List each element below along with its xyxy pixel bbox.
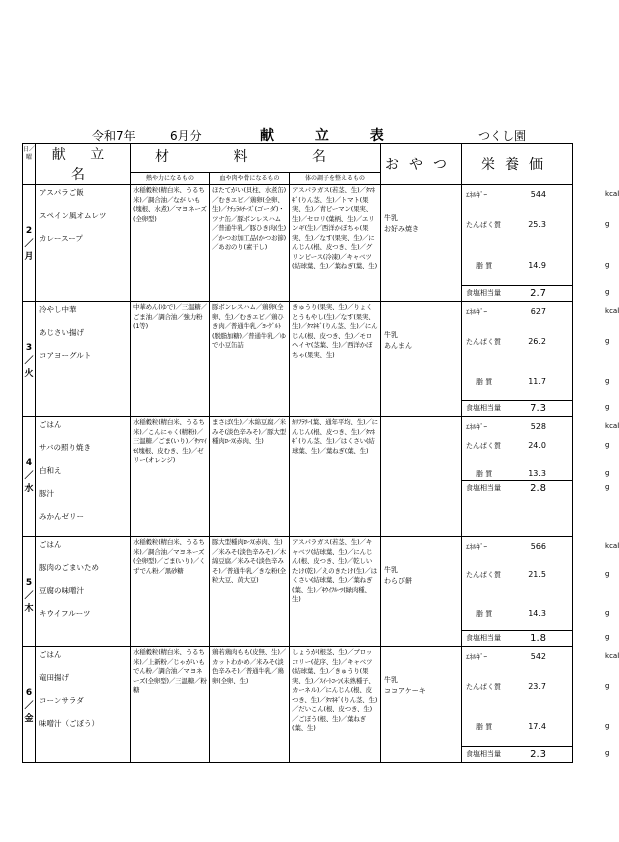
page-title: 献 立 表 [260,128,402,144]
day-cell [23,537,36,647]
snack-item: お好み焼き [384,225,420,233]
salt-divider [462,285,572,286]
energy-label: ｴﾈﾙｷﾞｰ [466,308,488,316]
day-date: 6 [25,688,33,698]
nutrition-cell [462,185,619,302]
snack-cell [381,302,462,417]
salt-value: 2.8 [530,483,547,494]
dish-name: 味噌汁（ごぼう） [39,719,99,728]
energy-unit: kcal [605,422,619,430]
dish-name: スペイン風オムレツ [39,211,107,220]
salt-divider [462,746,572,747]
fat-value: 14.3 [528,609,547,618]
col-day: 日／曜 [23,144,36,185]
snack-cell [381,185,462,302]
ingredients-green: きゅうり(果実、生)／りょくとうもやし(生)／なす(果実、生)／ﾀﾏﾈｷﾞ(りん茎、生)／にんじん(根、皮つき、生)／モロヘイヤ(茎葉、生)／西洋かぼちゃ(果実、生) [290,302,381,417]
menu-cell [36,537,131,647]
organization-name: つくし園 [478,129,527,143]
protein-value: 23.7 [528,682,547,691]
energy-unit: kcal [605,542,619,550]
col-snack: おやつ [381,144,462,185]
dish-name: サバの照り焼き [39,443,92,452]
ingredients-yellow: 豚大型種肉ﾛｰｽ(赤肉、生)／米みそ(淡色辛みそ)／木綿豆腐／米みそ(淡色辛みそ)／普通牛乳／きな粉(全粒大豆、黄大豆) [210,537,290,647]
day-row [23,537,573,647]
salt-value: 2.3 [530,749,547,760]
day-separator: ／ [24,701,34,711]
salt-divider [462,400,572,401]
ingredients-red: 水稲穀粒(精白米、うるち米)／調合油／なが いも(塊根、水煮)／マヨネーズ(全卵型) [131,185,210,302]
dish-name: カレースープ [39,234,83,243]
dish-name: コーンサラダ [39,696,84,705]
salt-unit: g [605,633,610,641]
col-menu: 献 立 名 [36,144,131,185]
day-cell [23,302,36,417]
dish-name: ごはん [39,420,62,429]
protein-unit: g [605,220,610,228]
salt-value: 1.8 [530,633,547,644]
fat-unit: g [605,377,610,385]
fat-unit: g [605,261,610,269]
salt-value: 2.7 [530,288,547,299]
day-separator: ／ [24,471,34,481]
fat-unit: g [605,469,610,477]
day-separator: ／ [24,356,34,366]
protein-unit: g [605,441,610,449]
menu-cell [36,417,131,537]
day-row [23,185,573,302]
protein-unit: g [605,570,610,578]
energy-unit: kcal [605,190,619,198]
snack-item: あんまん [384,342,413,350]
fat-value: 11.7 [528,377,547,386]
dish-name: キウイフルーツ [39,609,91,618]
ingredients-yellow: 豚ボンレスハム／鶏卵(全卵、生)／むきエビ／鶏ひき肉／普通牛乳／ﾖｰｸﾞﾙﾄ(脱脂加糖)／普通牛乳／ゆで小豆缶詰 [210,302,290,417]
fat-unit: g [605,609,610,617]
day-row [23,302,573,417]
dish-name: 竜田揚げ [39,673,69,682]
salt-unit: g [605,749,610,757]
protein-unit: g [605,337,610,345]
fat-label: 脂 質 [476,723,493,731]
day-date: 2 [25,226,33,236]
day-date: 3 [25,343,33,353]
nutrition-cell [462,537,619,647]
fat-value: 13.3 [528,469,547,478]
day-row [23,417,573,537]
snack-item: 牛乳 [384,566,399,574]
snack-cell [381,647,462,763]
day-weekday: 金 [24,714,34,724]
day-separator: ／ [24,591,34,601]
dish-name: 豚汁 [39,489,54,498]
ingredients-green: ｶﾘﾌﾗﾜｰ(葉、通年平均、生)／にんじん(根、皮つき、生)／ﾀﾏﾈｷﾞ(りん茎、生)／はくさい(結球葉、生)／葉ねぎ(葉、生) [290,417,381,537]
energy-unit: kcal [605,307,619,315]
dish-name: ごはん [39,540,62,549]
nutrition-cell [462,647,619,763]
energy-value: 544 [530,190,547,199]
menu-cell [36,647,131,763]
col-mat-red: 熱や力になるもの [131,172,210,184]
protein-value: 24.0 [528,441,547,450]
protein-label: たんぱく質 [466,571,502,579]
salt-divider [462,480,572,481]
day-cell [23,417,36,537]
snack-cell [381,537,462,647]
ingredients-red: 水稲穀粒(精白米、うるち米)／こんにゃく(精粉)／三温糖／ごま(いり)／ｻﾂﾏｲﾓ(塊根、皮むき、生)／ゼリー(オレンジ) [131,417,210,537]
snack-item: ココアケーキ [384,687,426,695]
ingredients-yellow: まさば(生)／木綿豆腐／米みそ(淡色辛みそ)／豚大型種肉ﾛｰｽ(赤肉、生) [210,417,290,537]
protein-label: たんぱく質 [466,442,502,450]
ingredients-red: 中華めん(ゆで)／三温糖／ごま油／調合油／強力粉(1等) [131,302,210,417]
day-weekday: 木 [24,604,34,614]
col-mat-green: 体の調子を整えるもの [290,172,381,184]
fat-value: 14.9 [528,261,547,270]
snack-item: わらび餅 [384,577,413,585]
ingredients-green: しょうが(根茎、生)／ブロッコリー(花序、生)／キャベツ(結球葉、生)／きゅうり(果実、生)／ｽｲｰﾄｺｰﾝ(未熟種子、カーネル)／にんじん(根、皮つき、生)／ﾀﾏﾈｷﾞ(りん茎、生)／だいこん(根、皮つき、生)／ごぼう(根、生)／葉ねぎ(葉、生) [290,647,381,763]
energy-value: 528 [530,422,547,431]
day-cell [23,185,36,302]
day-row [23,647,573,763]
dish-name: 豚肉のごまいため [39,563,99,572]
dish-name: あじさい揚げ [39,328,84,337]
salt-value: 7.3 [530,403,547,414]
salt-label: 食塩相当量 [466,404,502,412]
menu-table [22,143,619,763]
fat-label: 脂 質 [476,610,493,618]
day-date: 4 [25,458,33,468]
protein-value: 26.2 [528,337,547,346]
protein-value: 21.5 [528,570,547,579]
menu-cell [36,185,131,302]
day-weekday: 火 [24,369,34,379]
salt-label: 食塩相当量 [466,634,502,642]
dish-name: アスパラご飯 [39,188,84,197]
ingredients-red: 水稲穀粒(精白米、うるち米)／調合油／マヨネーズ(全卵型)／ごま(いり)／くずでん粉／黒砂糖 [131,537,210,647]
ingredients-yellow: 鶏若鶏肉もも(皮無、生)／カットわかめ／米みそ(淡色辛みそ)／普通牛乳／鶏卵(全卵、生) [210,647,290,763]
protein-label: たんぱく質 [466,338,502,346]
menu-cell [36,302,131,417]
fat-label: 脂 質 [476,378,493,386]
era-label: 令和7年 [92,129,136,143]
snack-item: 牛乳 [384,676,399,684]
dish-name: ごはん [39,650,62,659]
energy-label: ｴﾈﾙｷﾞｰ [466,543,488,551]
fat-label: 脂 質 [476,470,493,478]
ingredients-green: アスパラガス(若茎、生)／ﾀﾏﾈｷﾞ(りん茎、生)／トマト(果実、生)／青ピーマン(果実、生)／セロリ(葉柄、生)／エリンギ(生)／西洋かぼちゃ(果実、生)／なす(果実、生)／にんじん(根、皮つき、生)／グリンピース(冷凍)／キャベツ(結球葉、生)／葉ねぎ(葉、生) [290,185,381,302]
energy-label: ｴﾈﾙｷﾞｰ [466,191,488,199]
day-separator: ／ [24,239,34,249]
fat-label: 脂 質 [476,262,493,270]
energy-value: 627 [530,307,547,316]
energy-value: 542 [530,652,547,661]
snack-item: 牛乳 [384,331,399,339]
dish-name: 白和え [39,466,62,475]
salt-label: 食塩相当量 [466,484,502,492]
snack-item: 牛乳 [384,214,399,222]
salt-unit: g [605,403,610,411]
dish-name: 豆腐の味噌汁 [39,586,84,595]
fat-unit: g [605,722,610,730]
protein-label: たんぱく質 [466,221,502,229]
protein-label: たんぱく質 [466,683,502,691]
day-weekday: 水 [24,484,34,494]
salt-unit: g [605,288,610,296]
ingredients-red: 水稲穀粒(精白米、うるち米)／上新粉／じゃがいもでん粉／調合油／マヨネーズ(全卵型)／三温糖／粉糖 [131,647,210,763]
dish-name: みかんゼリー [39,512,84,521]
dish-name: 冷やし中華 [39,305,77,314]
fat-value: 17.4 [528,722,547,731]
ingredients-green: アスパラガス(若茎、生)／キャベツ(結球葉、生)／にんじん(根、皮つき、生)／乾しいたけ(乾)／えのきたけ(生)／はくさい(結球葉、生)／葉ねぎ(葉、生)／ｷｳｲﾌﾙｰﾂ(緑肉種、生) [290,537,381,647]
ingredients-yellow: ほたてがい(貝柱、水煮缶)／むきエビ／鶏卵(全卵、生)／ﾅﾁｭﾗﾙﾁｰｽﾞ(ゴーダ)・ツナ缶／豚ボンレスハム／普通牛乳／豚ひき肉(生)／かつお加工品(かつお節)／あおのり(素干し) [210,185,290,302]
col-nutrition: 栄養価 [462,144,573,185]
protein-value: 25.3 [528,220,547,229]
salt-label: 食塩相当量 [466,750,502,758]
energy-value: 566 [530,542,547,551]
energy-label: ｴﾈﾙｷﾞｰ [466,653,488,661]
salt-label: 食塩相当量 [466,289,502,297]
day-date: 5 [25,578,33,588]
nutrition-cell [462,302,619,417]
snack-cell [381,417,462,537]
dish-name: コアヨーグルト [39,351,92,360]
protein-unit: g [605,682,610,690]
nutrition-cell [462,417,619,537]
energy-label: ｴﾈﾙｷﾞｰ [466,423,488,431]
energy-unit: kcal [605,652,619,660]
col-mat-yellow: 血や肉や骨になるもの [210,172,290,184]
day-weekday: 月 [24,252,34,262]
col-materials: 材 料 名 [131,144,381,173]
month-label: 6月分 [170,129,202,143]
salt-divider [462,630,572,631]
salt-unit: g [605,483,610,491]
day-cell [23,647,36,763]
